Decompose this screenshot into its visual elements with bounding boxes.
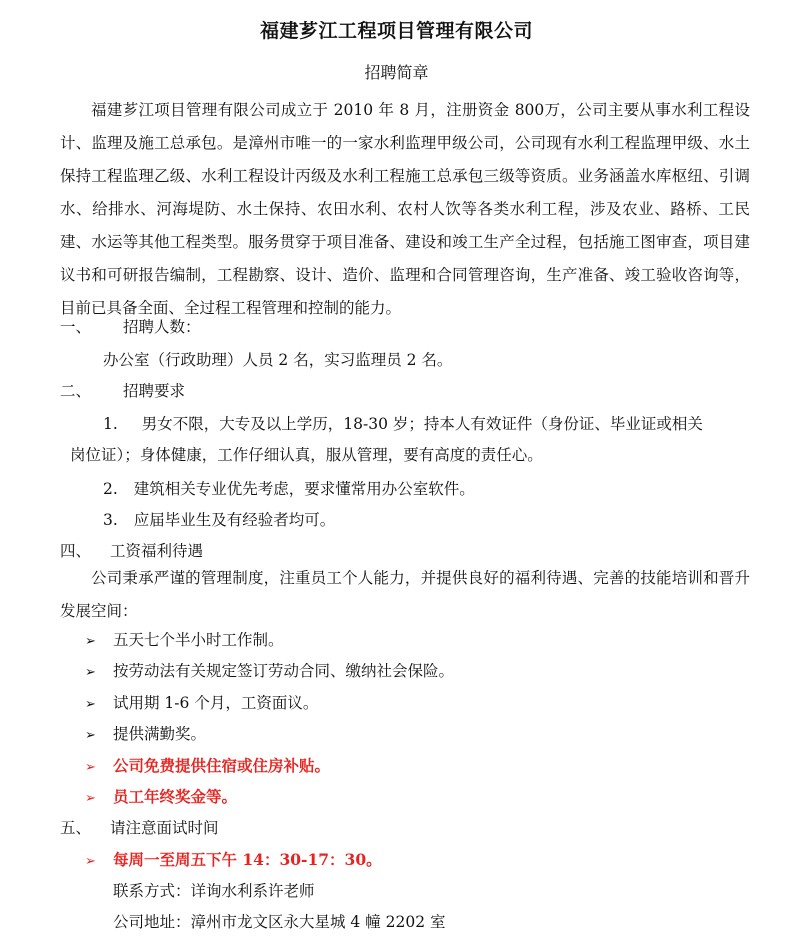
arrow-bullet-icon: ➢ — [85, 854, 96, 869]
section-title: 工资福利待遇 — [110, 542, 204, 560]
contact-info: 联系方式：详询水利系许老师 — [113, 882, 315, 900]
benefit-text: 公司免费提供住宿或住房补贴。 — [113, 756, 331, 775]
arrow-bullet-icon: ➢ — [85, 791, 96, 806]
section-heading-benefits — [60, 539, 203, 563]
company-introduction: 福建芗江项目管理有限公司成立于 2010 年 8 月，注册资金 800万，公司主要从事水利工程设计、监理及施工总承包。是漳州市唯一的一家水利监理甲级公司，公司现有水利工程监理甲级、水土保持工程监理乙级、水利工程设计丙级及水利工程施工总承包三级等资质。业务涵盖水库枢纽、引调水、给排水、河海堤防、水土保持、农田水利、农村人饮等各类水利工程，涉及农业、路桥、工民建、水运等其他工程类型。服务贯穿于项目准备、建设和竣工生产全过程，包括施工图审查，项目建议书和可研报告编制，工程勘察、设计、造价、监理和合同管理咨询，生产准备、竣工验收咨询等，目前已具备全面、全过程工程管理和控制的能力。 — [60, 101, 750, 317]
requirement-text: 建筑相关专业优先考虑，要求懂常用办公室软件。 — [133, 480, 475, 498]
section-title: 招聘人数： — [123, 318, 201, 336]
arrow-bullet-icon: ➢ — [85, 634, 96, 649]
benefit-text: 按劳动法有关规定签订劳动合同、缴纳社会保险。 — [113, 662, 455, 680]
section-number: 一、 — [60, 318, 92, 336]
requirement-text: 男女不限，大专及以上学历，18-30 岁；持本人有效证件（身份证、毕业证或相关 — [141, 415, 703, 433]
section-title: 请注意面试时间 — [110, 819, 219, 837]
requirement-item-2 — [103, 477, 475, 501]
headcount-detail: 办公室（行政助理）人员 2 名，实习监理员 2 名。 — [103, 351, 453, 369]
requirement-text: 应届毕业生及有经验者均可。 — [133, 511, 336, 529]
company-title: 福建芗江工程项目管理有限公司 — [259, 20, 533, 42]
benefit-item — [85, 691, 318, 717]
section-heading-interview — [60, 816, 219, 840]
arrow-bullet-icon: ➢ — [85, 728, 96, 743]
benefit-text: 试用期 1-6 个月，工资面议。 — [113, 694, 319, 712]
requirement-number: 2. — [103, 480, 118, 498]
section-title: 招聘要求 — [123, 382, 186, 400]
requirement-item-3 — [103, 508, 335, 532]
arrow-bullet-icon: ➢ — [85, 760, 96, 775]
interview-time — [85, 848, 382, 874]
requirement-number: 1. — [103, 415, 118, 433]
section-heading-requirements — [60, 379, 185, 403]
benefit-item-highlight — [85, 754, 330, 780]
benefit-item — [85, 659, 454, 685]
requirement-item-1 — [103, 412, 703, 436]
arrow-bullet-icon: ➢ — [85, 665, 96, 680]
benefit-text: 五天七个半小时工作制。 — [113, 631, 284, 649]
interview-time-text: 每周一至周五下午 14：30-17：30。 — [113, 850, 382, 869]
benefit-item-highlight — [85, 785, 237, 811]
benefit-item — [85, 722, 206, 748]
benefit-item — [85, 628, 284, 654]
benefit-text: 员工年终奖金等。 — [113, 787, 238, 806]
benefit-text: 提供满勤奖。 — [113, 725, 207, 743]
benefits-introduction: 公司秉承严谨的管理制度，注重员工个人能力，并提供良好的福利待遇、完善的技能培训和晋升发展空间： — [60, 569, 750, 620]
section-number: 五、 — [60, 819, 92, 837]
company-address: 公司地址：漳州市龙文区永大星城 4 幢 2202 室 — [113, 913, 446, 931]
section-number: 四、 — [60, 542, 92, 560]
requirement-number: 3. — [103, 511, 118, 529]
document-subtitle: 招聘简章 — [364, 63, 429, 82]
arrow-bullet-icon: ➢ — [85, 697, 96, 712]
section-heading-headcount — [60, 315, 201, 339]
section-number: 二、 — [60, 382, 92, 400]
requirement-item-1-continued: 岗位证）；身体健康，工作仔细认真，服从管理，要有高度的责任心。 — [70, 446, 543, 464]
